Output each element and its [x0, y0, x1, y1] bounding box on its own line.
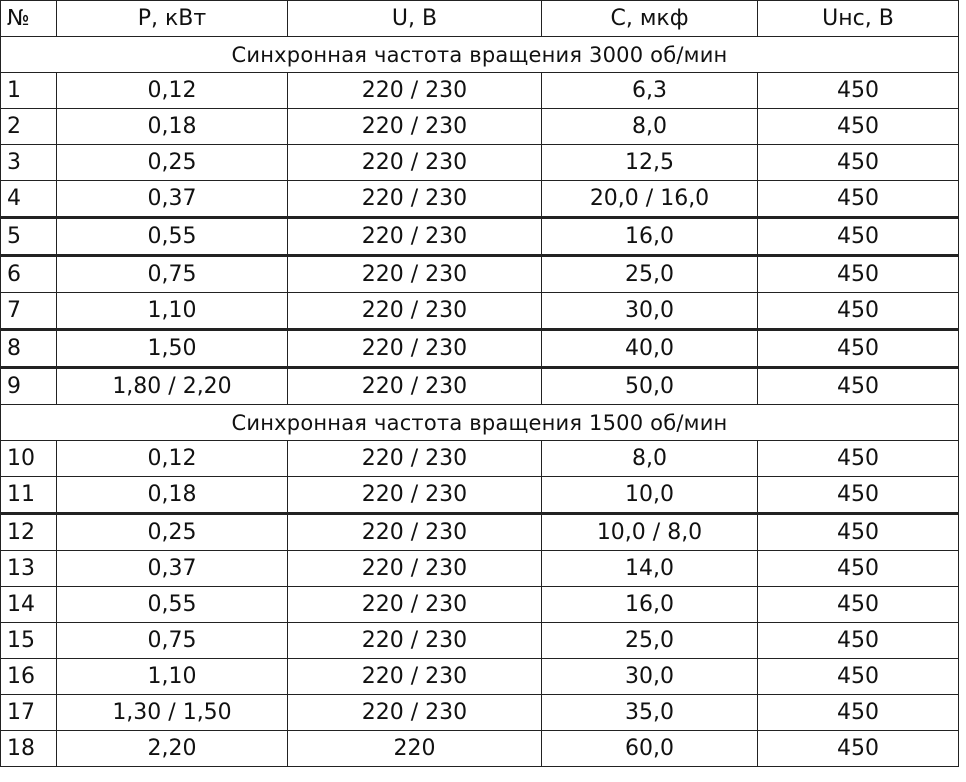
cell-capacitance: 60,0 [542, 731, 758, 767]
cell-power: 0,37 [57, 181, 288, 218]
table-row [1, 695, 959, 731]
cell-number: 16 [1, 659, 57, 695]
cell-power: 0,75 [57, 256, 288, 293]
table-row [1, 731, 959, 767]
cell-voltage: 220 / 230 [288, 659, 542, 695]
cell-capacitance: 16,0 [542, 587, 758, 623]
table-row [1, 659, 959, 695]
cell-voltage: 220 / 230 [288, 695, 542, 731]
table-row [1, 256, 959, 293]
cell-rated-voltage: 450 [758, 218, 959, 256]
cell-rated-voltage: 450 [758, 441, 959, 477]
cell-power: 1,10 [57, 659, 288, 695]
cell-capacitance: 6,3 [542, 73, 758, 109]
cell-power: 0,12 [57, 441, 288, 477]
cell-rated-voltage: 450 [758, 330, 959, 368]
table-row [1, 551, 959, 587]
cell-power: 2,20 [57, 731, 288, 767]
cell-voltage: 220 / 230 [288, 551, 542, 587]
cell-capacitance: 25,0 [542, 623, 758, 659]
cell-number: 18 [1, 731, 57, 767]
cell-rated-voltage: 450 [758, 256, 959, 293]
cell-power: 0,55 [57, 587, 288, 623]
cell-rated-voltage: 450 [758, 73, 959, 109]
cell-capacitance: 25,0 [542, 256, 758, 293]
cell-voltage: 220 / 230 [288, 330, 542, 368]
cell-rated-voltage: 450 [758, 695, 959, 731]
header-capacitance: С, мкф [542, 1, 758, 37]
cell-rated-voltage: 450 [758, 181, 959, 218]
table-row [1, 514, 959, 551]
cell-capacitance: 50,0 [542, 368, 758, 405]
table-row [1, 477, 959, 514]
cell-capacitance: 8,0 [542, 109, 758, 145]
cell-voltage: 220 / 230 [288, 441, 542, 477]
cell-number: 7 [1, 293, 57, 330]
cell-power: 0,37 [57, 551, 288, 587]
cell-power: 0,55 [57, 218, 288, 256]
table-row [1, 109, 959, 145]
cell-capacitance: 16,0 [542, 218, 758, 256]
table-body [1, 37, 959, 767]
cell-power: 0,25 [57, 145, 288, 181]
cell-voltage: 220 / 230 [288, 368, 542, 405]
cell-rated-voltage: 450 [758, 293, 959, 330]
cell-rated-voltage: 450 [758, 145, 959, 181]
cell-voltage: 220 / 230 [288, 256, 542, 293]
header-rated-voltage: Uнс, В [758, 1, 959, 37]
cell-power: 0,75 [57, 623, 288, 659]
cell-capacitance: 20,0 / 16,0 [542, 181, 758, 218]
cell-rated-voltage: 450 [758, 109, 959, 145]
cell-power: 0,18 [57, 477, 288, 514]
cell-voltage: 220 / 230 [288, 293, 542, 330]
cell-rated-voltage: 450 [758, 623, 959, 659]
section-header-row [1, 37, 959, 73]
cell-number: 3 [1, 145, 57, 181]
cell-voltage: 220 / 230 [288, 145, 542, 181]
cell-power: 1,10 [57, 293, 288, 330]
cell-rated-voltage: 450 [758, 477, 959, 514]
cell-power: 1,80 / 2,20 [57, 368, 288, 405]
table-row [1, 368, 959, 405]
cell-number: 8 [1, 330, 57, 368]
cell-voltage: 220 / 230 [288, 218, 542, 256]
cell-number: 17 [1, 695, 57, 731]
cell-number: 4 [1, 181, 57, 218]
cell-rated-voltage: 450 [758, 368, 959, 405]
cell-number: 11 [1, 477, 57, 514]
table-row [1, 73, 959, 109]
table-row [1, 145, 959, 181]
header-row [1, 1, 959, 37]
cell-number: 1 [1, 73, 57, 109]
cell-number: 12 [1, 514, 57, 551]
cell-capacitance: 14,0 [542, 551, 758, 587]
cell-voltage: 220 / 230 [288, 623, 542, 659]
section-header-row [1, 405, 959, 441]
table-row [1, 181, 959, 218]
table-row [1, 218, 959, 256]
cell-number: 2 [1, 109, 57, 145]
cell-capacitance: 30,0 [542, 293, 758, 330]
cell-rated-voltage: 450 [758, 551, 959, 587]
cell-voltage: 220 / 230 [288, 587, 542, 623]
cell-power: 1,50 [57, 330, 288, 368]
cell-voltage: 220 / 230 [288, 109, 542, 145]
cell-number: 6 [1, 256, 57, 293]
cell-number: 5 [1, 218, 57, 256]
cell-rated-voltage: 450 [758, 514, 959, 551]
cell-power: 1,30 / 1,50 [57, 695, 288, 731]
cell-power: 0,25 [57, 514, 288, 551]
cell-number: 15 [1, 623, 57, 659]
table-row [1, 441, 959, 477]
cell-voltage: 220 / 230 [288, 477, 542, 514]
cell-capacitance: 12,5 [542, 145, 758, 181]
section-title: Синхронная частота вращения 1500 об/мин [1, 405, 959, 441]
cell-number: 13 [1, 551, 57, 587]
cell-power: 0,18 [57, 109, 288, 145]
cell-capacitance: 30,0 [542, 659, 758, 695]
header-power: P, кВт [57, 1, 288, 37]
cell-voltage: 220 [288, 731, 542, 767]
cell-capacitance: 8,0 [542, 441, 758, 477]
cell-rated-voltage: 450 [758, 587, 959, 623]
section-title: Синхронная частота вращения 3000 об/мин [1, 37, 959, 73]
cell-voltage: 220 / 230 [288, 514, 542, 551]
cell-power: 0,12 [57, 73, 288, 109]
cell-capacitance: 10,0 [542, 477, 758, 514]
table-row [1, 293, 959, 330]
table-row [1, 587, 959, 623]
table-row [1, 330, 959, 368]
cell-number: 9 [1, 368, 57, 405]
cell-capacitance: 35,0 [542, 695, 758, 731]
header-voltage: U, В [288, 1, 542, 37]
cell-rated-voltage: 450 [758, 731, 959, 767]
cell-voltage: 220 / 230 [288, 181, 542, 218]
cell-number: 10 [1, 441, 57, 477]
cell-rated-voltage: 450 [758, 659, 959, 695]
cell-capacitance: 10,0 / 8,0 [542, 514, 758, 551]
cell-number: 14 [1, 587, 57, 623]
table-row [1, 623, 959, 659]
cell-capacitance: 40,0 [542, 330, 758, 368]
header-number: № [1, 1, 57, 37]
cell-voltage: 220 / 230 [288, 73, 542, 109]
